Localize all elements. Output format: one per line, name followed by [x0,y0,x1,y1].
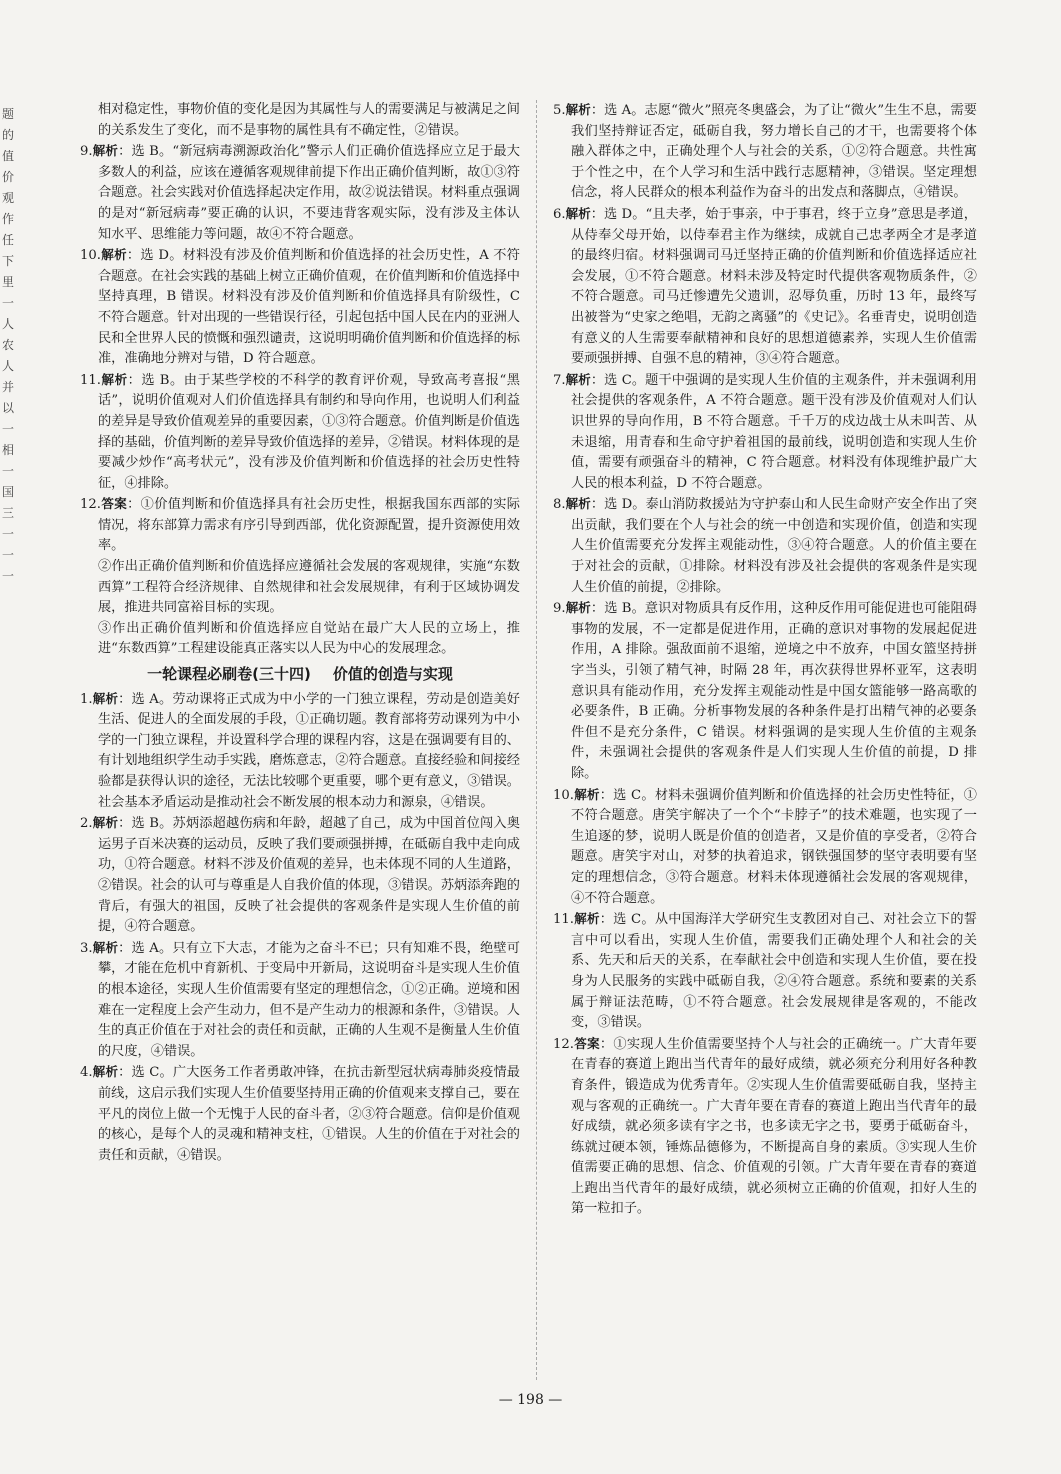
question-12b [553,1034,977,1220]
question-number: 3. [80,940,93,956]
answer-text: ：选 A。只有立下大志，才能为之奋斗不已；只有知难不畏，绝壁可攀，才能在危机中育新机、于变局中开新局，这说明奋斗是实现人生价值的根本途径，实现人生价值需要有坚定的理想信念，①②正确。逆境和困难在一定程度上会产生动力，但不是产生动力的根源和条件，③错误。人生的真正价值在于对社会的责任和贡献，正确的人生观不是衡量人生价值的尺度，④错误。 [98,940,520,1059]
answer-label: 解析 [573,911,600,927]
right-column [553,100,977,1220]
question-number: 7. [553,372,566,388]
answer-paragraph-2: ②作出正确价值判断和价值选择应遵循社会发展的客观规律，实施“东数西算”工程符合经济规律、自然规律和社会发展规律，有利于区域协调发展，推进共同富裕目标的实现。 [98,559,520,616]
answer-label: 解析 [100,247,127,263]
answer-text: ：选 B。由于某些学校的不科学的教育评价观，导致高考喜报“黑话”，说明价值观对人们价值选择具有制约和导向作用，也说明人们利益的差异是导致价值观差异的重要因素，①③符合题意。价值判断是价值选择的基础，价值判断的差异导致价值选择的差异，②错误。材料体现的是要减少炒作“高考状元”，没有涉及价值判断和价值选择的社会历史性特征，④排除。 [98,372,520,491]
answer-label: 解析 [573,786,600,802]
page-edge-text: 题的值价观作任下里一人农人并以一相一国三一一一 [2,107,15,583]
answer-label: 解析 [92,1064,119,1080]
answer-label: 解析 [92,815,119,831]
answer-label: 答案 [100,496,128,512]
answer-label: 解析 [565,205,591,221]
answer-label: 解析 [92,143,119,159]
question-1 [80,689,520,814]
question-number: 2. [80,816,93,832]
question-10b [553,785,977,910]
question-2 [80,813,520,938]
answer-label: 解析 [100,371,128,387]
column-divider [536,100,537,1380]
answer-label: 解析 [92,939,119,955]
question-8 [553,494,977,598]
answer-text: ：选 A。志愿“微火”照亮冬奥盛会，为了让“微火”生生不息，需要我们坚持辩证否定，砥砺自我，努力增长自己的才干，也需要将个体融入群体之中，正确处理个人与社会的关系，①②符合题意。共性寓于个性之中，在个人学习和生活中践行志愿精神，③错误。坚定理想信念，将人民群众的根本利益作为奋斗的出发点和落脚点，④错误。 [571,103,977,201]
question-number: 12. [553,1036,574,1052]
question-11 [80,370,520,495]
answer-label: 解析 [565,496,591,512]
question-number: 1. [80,691,93,707]
answer-text: ：选 D。“且夫孝，始于事亲，中于事君，终于立身”意思是孝道，从侍奉父母开始，以侍奉君主作为继续，成就自己忠孝两全才是孝道的最终归宿。材料强调司马迁坚持正确的价值判断和价值选择适应社会发展，①不符合题意。材料未涉及特定时代提供客观物质条件，②不符合题意。司马迁惨遭先父遗训，忍辱负重，历时 13 年，最终写出被誉为“史家之绝唱，无韵之离骚”的《史记》。名垂青史，说明创造有意义的人生需要奉献精神和良好的思想道德素养，实现人生价值需要顽强拼搏、自强不息的精神，③④符合题意。 [571,206,977,367]
question-number: 11. [80,372,101,388]
answer-text: ：①实现人生价值需要坚持个人与社会的正确统一。广大青年要在青春的赛道上跑出当代青年的最好成绩，就必须充分利用好各种教育条件，锻造成为优秀青年。②实现人生价值需要砥砺自我，坚持主观与客观的正确统一。广大青年要在青春的赛道上跑出当代青年的最好成绩，就必须多读有字之书，也多读无字之书，要勇于砥砺奋斗，练就过硬本领，锤炼品德修为，不断提高自身的素质。③实现人生价值需要正确的思想、信念、价值观的引领。广大青年要在青春的赛道上跑出当代青年的最好成绩，就必须树立正确的价值观，扣好人生的第一粒扣子。 [571,1036,977,1217]
question-3 [80,938,520,1063]
question-number: 11. [553,912,574,928]
question-number: 10. [553,787,574,803]
answer-text: ：选 B。意识对物质具有反作用，这种反作用可能促进也可能阻碍事物的发展，不一定都是促进作用，正确的意识对事物的发展起促进作用，A 排除。强敌面前不退缩，逆境之中不放弃，中国女篮坚持拼字当头，引领了精气神，时隔 28 年，再次获得世界杯亚军，这表明意识具有能动作用，充分发挥主观能动性是中国女篮能够一路高歌的必要条件，B 正确。分析事物发展的各种条件是打出精气神的必要条件但不是充分条件，C 错误。材料强调的是实现人生价值的主观条件，未强调社会提供的客观条件是人们实现人生价值的前提，D 排除。 [571,601,977,781]
question-6 [553,204,977,370]
page-number: — 198 — [498,1392,563,1408]
question-12 [80,494,520,557]
answer-text: ：选 D。泰山消防救援站为守护泰山和人民生命财产安全作出了突出贡献，我们要在个人与社会的统一中创造和实现价值，创造和实现人生价值需要充分发挥主观能动性，③④符合题意。人的价值主要在于对社会的贡献，①排除。材料没有涉及社会提供的客观条件是实现人生价值的前提，②排除。 [571,497,977,595]
answer-text: ：选 C。从中国海洋大学研究生支教团对自己、对社会立下的誓言中可以看出，实现人生价值，需要我们正确处理个人和社会的关系、先天和后天的关系，在奉献社会中创造和实现人生价值，要在投身为人民服务的实践中砥砺自我，②④符合题意。系统和要素的关系属于辩证法范畴，①不符合题意。社会发展规律是客观的，不能改变，③错误。 [571,912,977,1031]
answer-text: ：选 B。“新冠病毒溯源政治化”警示人们正确价值选择应立足于最大多数人的利益，应该在遵循客观规律前提下作出正确价值判断，故①③符合题意。社会实践对价值选择起决定作用，故②说法错误。材料重点强调的是对“新冠病毒”要正确的认识，不要违背客观实际，没有涉及主体认知水平、思维能力等问题，故④不符合题意。 [98,144,520,242]
question-number: 6. [553,206,566,222]
answer-paragraph-3: ③作出正确价值判断和价值选择应自觉站在最广大人民的立场上，推进“东数西算”工程建设能真正落实以人民为中心的发展理念。 [98,620,520,657]
question-11b [553,909,977,1034]
question-9b [553,598,977,784]
question-number: 5. [553,103,566,118]
section-subtitle: 价值的创造与实现 [332,665,453,684]
question-number: 12. [80,497,101,513]
question-number: 8. [553,497,566,513]
answer-text: ：选 C。材料未强调价值判断和价值选择的社会历史性特征，①不符合题意。唐笑宇解决了一个个“卡脖子”的技术难题，也实现了一生追逐的梦，说明人既是价值的创造者，又是价值的享受者，②符合题意。唐笑宇对山，对梦的执着追求，钢铁强国梦的坚守表明要有坚定的理想信念，③符合题意。材料未体现遵循社会发展的客观规律，④不符合题意。 [571,787,977,906]
question-number: 9. [553,601,566,617]
answer-label: 解析 [565,371,591,387]
answer-label: 解析 [565,102,591,117]
section-title: 一轮课程必刷卷(三十四) [147,665,311,684]
answer-text: ：选 C。广大医务工作者勇敢冲锋，在抗击新型冠状病毒肺炎疫情最前线，这启示我们实现人生价值要坚持用正确的价值观来支撑自己，要在平凡的岗位上做一个无愧于人民的奋斗者，②③符合题意。信仰是价值观的核心，是每个人的灵魂和精神支柱，①错误。人生的价值在于对社会的责任和贡献，④错误。 [98,1065,520,1163]
question-7 [553,370,977,495]
answer-label: 解析 [565,600,591,616]
question-4 [80,1062,520,1166]
section-heading [80,664,520,685]
answer-label: 答案 [573,1035,600,1051]
answer-text: ：选 C。题干中强调的是实现人生价值的主观条件，并未强调利用社会提供的客观条件，A 不符合题意。题干没有涉及价值观对人们认识世界的导向作用，B 不符合题意。千千万的戍边战士从未叫苦、从未退缩，用青春和生命守护着祖国的最前线，说明创造和实现人生价值，需要有顽强奋斗的精神，C 符合题意。材料没有体现维护最广大人民的根本利益，D 不符合题意。 [571,372,977,491]
question-number: 10. [80,248,101,264]
question-9 [80,141,520,245]
question-5 [553,100,977,204]
question-number: 9. [80,144,93,160]
answer-text: ：选 B。苏炳添超越伤病和年龄，超越了自己，成为中国首位闯入奥运男子百米决赛的运动员，反映了我们要顽强拼搏，在砥砺自我中走向成功，①符合题意。材料不涉及价值观的差异，也未体现不同的人生道路，②错误。社会的认可与尊重是人自我价值的体现，③错误。苏炳添奔跑的背后，有强大的祖国，反映了社会提供的客观条件是实现人生价值的前提，④符合题意。 [98,816,520,935]
left-column [80,100,520,1166]
question-10 [80,245,520,370]
answer-text: ：选 D。材料没有涉及价值判断和价值选择的社会历史性，A 不符合题意。在社会实践的基础上树立正确价值观，在价值判断和价值选择中坚持真理，B 错误。材料没有涉及价值判断和价值选择具有阶级性，C 不符合题意。针对出现的一些错误行径，引起包括中国人民在内的亚洲人民和全世界人民的愤慨和强烈谴责，这说明明确价值判断和价值选择的标准，准确地分辨对与错，D 符合题意。 [98,248,520,367]
answer-label: 解析 [92,690,119,706]
answer-text: ：选 A。劳动课将正式成为中小学的一门独立课程，劳动是创造美好生活、促进人的全面发展的手段，①正确切题。教育部将劳动课列为中小学的一门独立课程，并设置科学合理的课程内容，这是在强调要有目的、有计划地组织学生动手实践，磨炼意志，②符合题意。直接经验和间接经验都是获得认识的途径，无法比较哪个更重要，哪个更有意义，③错误。社会基本矛盾运动是推动社会不断发展的根本动力和源泉，④错误。 [98,691,520,810]
carryover-paragraph: 相对稳定性，事物价值的变化是因为其属性与人的需要满足与被满足之间的关系发生了变化，而不是事物的属性具有不确定性，②错误。 [98,102,520,138]
answer-text: ：①价值判断和价值选择具有社会历史性，根据我国东西部的实际情况，将东部算力需求有序引导到西部，优化资源配置，提升资源使用效率。 [98,497,520,554]
question-number: 4. [80,1065,93,1081]
